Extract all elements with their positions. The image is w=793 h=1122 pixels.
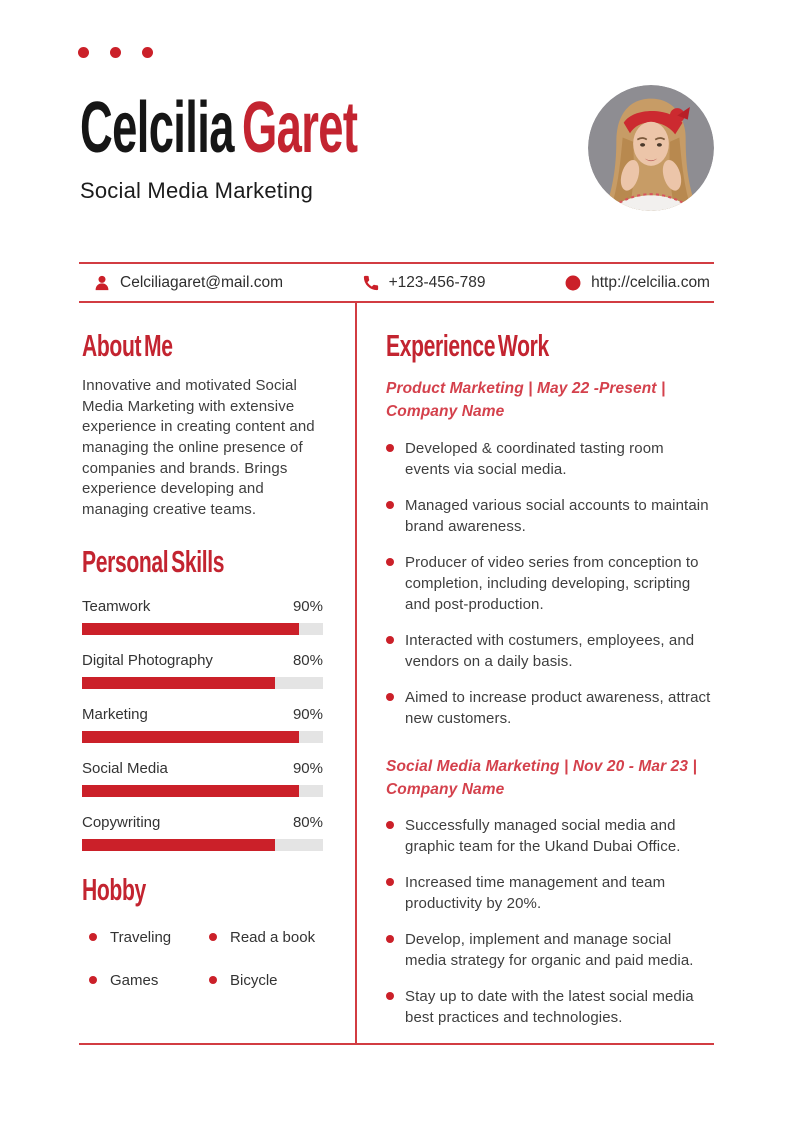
bullet-text: Interacted with costumers, employees, and vendors on a daily basis. (405, 631, 695, 670)
skill-header (82, 706, 323, 723)
contact-bar (79, 262, 714, 303)
job-entry (386, 377, 712, 729)
dot-icon (78, 47, 89, 58)
skill-bar-track (82, 785, 323, 797)
skill-header (82, 598, 323, 615)
bullet-icon (386, 558, 394, 566)
hobby-item (209, 929, 323, 946)
hobby-item (89, 972, 209, 989)
job-bullet (386, 929, 712, 971)
skill-percent: 80% (292, 651, 323, 669)
job-bullet (386, 986, 712, 1028)
skill-label: Marketing (82, 705, 148, 723)
skill-bar-fill (82, 839, 275, 851)
hobby-list (82, 929, 323, 989)
skill-row (82, 760, 323, 797)
phone-text: +123-456-789 (388, 273, 486, 291)
bullet-icon (386, 878, 394, 886)
bullet-icon (386, 992, 394, 1000)
website-text: http://celcilia.com (591, 273, 710, 291)
skill-label: Copywriting (82, 813, 161, 831)
skill-row (82, 814, 323, 851)
skill-bar-fill (82, 677, 275, 689)
decorative-dots (78, 47, 153, 58)
bullet-text: Stay up to date with the latest social media best practices and technologies. (405, 988, 694, 1026)
job-heading: Social Media Marketing | Nov 20 - Mar 23 | Company Name (386, 757, 697, 798)
main-columns (79, 303, 714, 1043)
skill-bar-track (82, 731, 323, 743)
skill-bar-fill (82, 623, 299, 635)
hobby-label: Games (110, 971, 159, 989)
bullet-text: Developed & coordinated tasting room events via social media. (405, 439, 664, 478)
dot-icon (142, 47, 153, 58)
about-title: About Me (82, 328, 173, 363)
skill-percent: 90% (292, 705, 323, 723)
right-column (357, 303, 714, 1043)
job-bullet (386, 630, 712, 672)
job-bullet (386, 495, 712, 537)
job-subtitle: Social Media Marketing (80, 178, 314, 203)
skills-list (82, 598, 323, 851)
skill-row (82, 598, 323, 635)
header-section (0, 0, 793, 262)
skill-percent: 80% (292, 813, 323, 831)
experience-title: Experience Work (386, 328, 549, 363)
job-heading: Product Marketing | May 22 -Present | Company Name (386, 380, 666, 421)
bullet-text: Successfully managed social media and graphic team for the Ukand Dubai Office. (405, 817, 681, 855)
jobs-list (386, 377, 712, 1028)
hobby-item (89, 929, 209, 946)
skills-title: Personal Skills (82, 543, 225, 579)
skill-row (82, 652, 323, 689)
profile-photo (588, 85, 714, 211)
skill-bar-fill (82, 731, 299, 743)
job-bullet (386, 872, 712, 914)
bullet-icon (89, 976, 97, 984)
job-bullet (386, 815, 712, 857)
job-bullet (386, 552, 712, 615)
skill-percent: 90% (292, 597, 323, 615)
profile-photo-illustration (588, 85, 714, 211)
hobby-label: Bicycle (230, 971, 278, 989)
hobby-title: Hobby (82, 871, 146, 907)
skill-header (82, 814, 323, 831)
bullet-icon (89, 933, 97, 941)
globe-icon (564, 274, 582, 292)
skill-bar-track (82, 623, 323, 635)
hobby-item (209, 972, 323, 989)
person-icon (93, 274, 111, 292)
last-name: Garet (242, 88, 358, 168)
bullet-icon (209, 976, 217, 984)
job-entry (386, 755, 712, 1029)
bullet-icon (386, 636, 394, 644)
bullet-icon (386, 501, 394, 509)
job-bullet (386, 687, 712, 729)
email-link[interactable] (93, 274, 283, 292)
about-text: Innovative and motivated Social Media Marketing with extensive experience in creating content and managing the online presence of companies and brands. Brings experience developing and managing creative teams. (82, 377, 315, 519)
bullet-icon (386, 444, 394, 452)
bullet-text: Producer of video series from conception to completion, including developing, scripting and post-production. (405, 553, 699, 613)
skill-bar-track (82, 677, 323, 689)
skill-label: Social Media (82, 759, 168, 777)
skill-label: Digital Photography (82, 651, 213, 669)
hobby-label: Traveling (110, 928, 172, 946)
bullet-icon (386, 693, 394, 701)
name-block (80, 88, 520, 204)
skill-label: Teamwork (82, 597, 151, 615)
phone-icon (362, 274, 380, 292)
skill-header (82, 652, 323, 669)
page-title (80, 88, 358, 168)
bullet-icon (209, 933, 217, 941)
job-bullets (386, 815, 712, 1028)
skill-percent: 90% (292, 759, 323, 777)
left-column (79, 303, 355, 1043)
bullet-icon (386, 821, 394, 829)
website-link[interactable] (564, 274, 710, 292)
dot-icon (110, 47, 121, 58)
bullet-text: Aimed to increase product awareness, attract new customers. (405, 688, 711, 727)
job-bullets (386, 438, 712, 729)
hobby-label: Read a book (230, 928, 316, 946)
skill-bar-track (82, 839, 323, 851)
skill-bar-fill (82, 785, 299, 797)
email-text: Celciliagaret@mail.com (120, 273, 284, 291)
job-bullet (386, 438, 712, 480)
bullet-text: Increased time management and team productivity by 20%. (405, 874, 666, 912)
first-name: Celcilia (80, 88, 234, 168)
bullet-text: Develop, implement and manage social media strategy for organic and paid media. (405, 931, 694, 969)
bottom-divider (79, 1043, 714, 1045)
skill-row (82, 706, 323, 743)
bullet-icon (386, 935, 394, 943)
skill-header (82, 760, 323, 777)
phone-link[interactable] (362, 274, 486, 292)
bullet-text: Managed various social accounts to maintain brand awareness. (405, 496, 709, 535)
